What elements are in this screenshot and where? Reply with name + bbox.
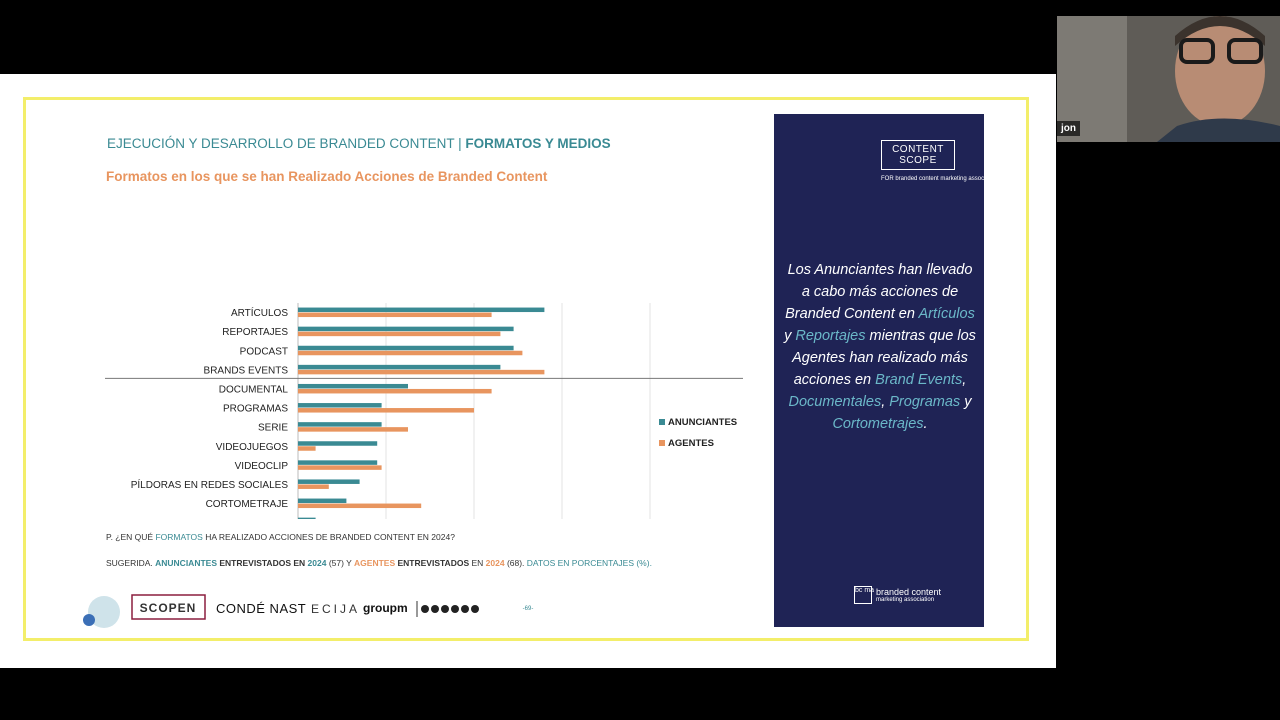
- insight-part: .: [923, 416, 928, 432]
- presentation-slide: [0, 74, 1056, 668]
- bar-agentes: [298, 370, 544, 375]
- bar-agentes: [298, 446, 316, 451]
- sample-text-4: EN: [469, 558, 486, 568]
- logo-line-2: SCOPE: [899, 155, 937, 166]
- category-label: PODCAST: [239, 346, 288, 358]
- bar-anunciantes: [298, 460, 377, 465]
- bcma-line-2: marketing association: [876, 597, 935, 603]
- category-label: VIDEOJUEGOS: [215, 441, 288, 453]
- section-title-left: EJECUCIÓN Y DESARROLLO DE BRANDED CONTENT |: [107, 136, 466, 151]
- category-label: [214, 518, 288, 519]
- bar-anunciantes: [298, 479, 360, 484]
- sample-agentes: AGENTES: [354, 558, 396, 568]
- category-label: SERIE: [257, 422, 288, 434]
- bar-agentes: [298, 427, 408, 432]
- insight-part: y: [960, 394, 972, 410]
- bcma-mark: bc ma: [854, 586, 872, 604]
- bar-agentes: [298, 408, 474, 413]
- insight-part: y: [784, 328, 796, 344]
- bar-agentes: [298, 465, 382, 470]
- bar-anunciantes: [298, 518, 316, 519]
- agency-icons: [421, 605, 479, 613]
- category-label: ARTÍCULOS: [230, 308, 288, 320]
- section-title-right: FORMATOS Y MEDIOS: [465, 136, 611, 151]
- content-scope-logo: [881, 140, 955, 170]
- logo-for: FOR: [881, 176, 894, 182]
- category-label: PÍLDORAS EN REDES SOCIALES: [130, 479, 288, 491]
- bar-anunciantes: [298, 365, 500, 370]
- insight-panel: [774, 114, 999, 627]
- sample-year-2: 2024: [485, 558, 505, 568]
- bar-anunciantes: [298, 327, 514, 332]
- webcam-video[interactable]: [1057, 16, 1280, 142]
- insight-text: [784, 259, 976, 435]
- bar-agentes: [298, 351, 522, 356]
- bar-anunciantes: [298, 346, 514, 351]
- bar-agentes: [298, 484, 329, 489]
- bar-chart: [100, 219, 760, 519]
- ecija-logo: ECIJA: [311, 602, 361, 616]
- conde-nast-logo: CONDÉ NAST: [216, 601, 307, 616]
- question-highlight: FORMATOS: [155, 532, 203, 542]
- bcma-logo: [854, 586, 941, 604]
- insight-part: mientras que los Agentes han realizado más acciones en: [792, 328, 976, 388]
- chart-subtitle: Formatos en los que se han Realizado Acciones de Branded Content: [106, 169, 548, 184]
- bar-anunciantes: [298, 441, 377, 446]
- insight-highlight: Reportajes: [795, 328, 866, 344]
- sample-units: DATOS EN PORCENTAJES (%).: [526, 558, 652, 568]
- legend-label: AGENTES: [668, 438, 714, 449]
- bar-agentes: [298, 332, 500, 337]
- sample-text-2: ENTREVISTADOS EN: [217, 558, 308, 568]
- insight-part: Los Anunciantes han llevado a cabo más acciones de Branded Content en: [785, 262, 973, 322]
- sample-anunciantes: ANUNCIANTES: [155, 558, 217, 568]
- insight-highlight: Documentales: [788, 394, 882, 410]
- sponsor-logos: [80, 584, 560, 630]
- sample-note: [106, 558, 652, 568]
- bar-anunciantes: [298, 422, 382, 427]
- bcma-line-1: branded content: [876, 587, 942, 597]
- category-label: VIDEOCLIP: [234, 460, 288, 472]
- sample-text-3: ENTREVISTADOS: [395, 558, 470, 568]
- logo-line-1: CONTENT: [892, 144, 944, 155]
- category-label: PROGRAMAS: [222, 403, 288, 415]
- bar-anunciantes: [298, 499, 346, 504]
- bar-anunciantes: [298, 403, 382, 408]
- sample-text: SUGERIDA.: [106, 558, 156, 568]
- insight-highlight: Brand Events: [875, 372, 963, 388]
- participant-video: [1057, 16, 1280, 142]
- insight-highlight: Cortometrajes: [832, 416, 924, 432]
- question-text-end: HA REALIZADO ACCIONES DE BRANDED CONTENT EN 2024?: [202, 532, 455, 542]
- sample-count-1: (57) Y: [326, 558, 355, 568]
- legend-swatch: [659, 440, 665, 446]
- section-title: [107, 136, 611, 151]
- bar-agentes: [298, 313, 492, 318]
- category-label: CORTOMETRAJE: [205, 499, 288, 511]
- category-label: BRANDS EVENTS: [203, 365, 288, 377]
- legend-label: ANUNCIANTES: [668, 417, 738, 428]
- category-label: REPORTAJES: [222, 327, 288, 339]
- bar-agentes: [298, 504, 421, 509]
- groupm-logo: groupm: [363, 601, 408, 615]
- sample-count-2: (68).: [504, 558, 527, 568]
- logo-for-line: [881, 176, 998, 182]
- logo-for-org: branded content marketing association: [895, 176, 999, 182]
- bcma-dot-logo: [83, 614, 95, 626]
- insight-part: ,: [881, 394, 890, 410]
- question-text: P. ¿EN QUÉ: [106, 532, 156, 542]
- survey-question: [106, 532, 455, 542]
- insight-highlight: Artículos: [918, 306, 975, 322]
- page-number: -69-: [522, 606, 534, 612]
- insight-part: ,: [962, 372, 967, 388]
- bar-anunciantes: [298, 384, 408, 389]
- sample-year-1: 2024: [307, 558, 327, 568]
- category-label: DOCUMENTAL: [218, 384, 288, 396]
- insight-highlight: Programas: [889, 394, 961, 410]
- bar-anunciantes: [298, 308, 544, 313]
- bar-agentes: [298, 389, 492, 394]
- legend-swatch: [659, 419, 665, 425]
- participant-name: jon: [1057, 121, 1080, 136]
- scopen-logo: SCOPEN: [139, 601, 197, 615]
